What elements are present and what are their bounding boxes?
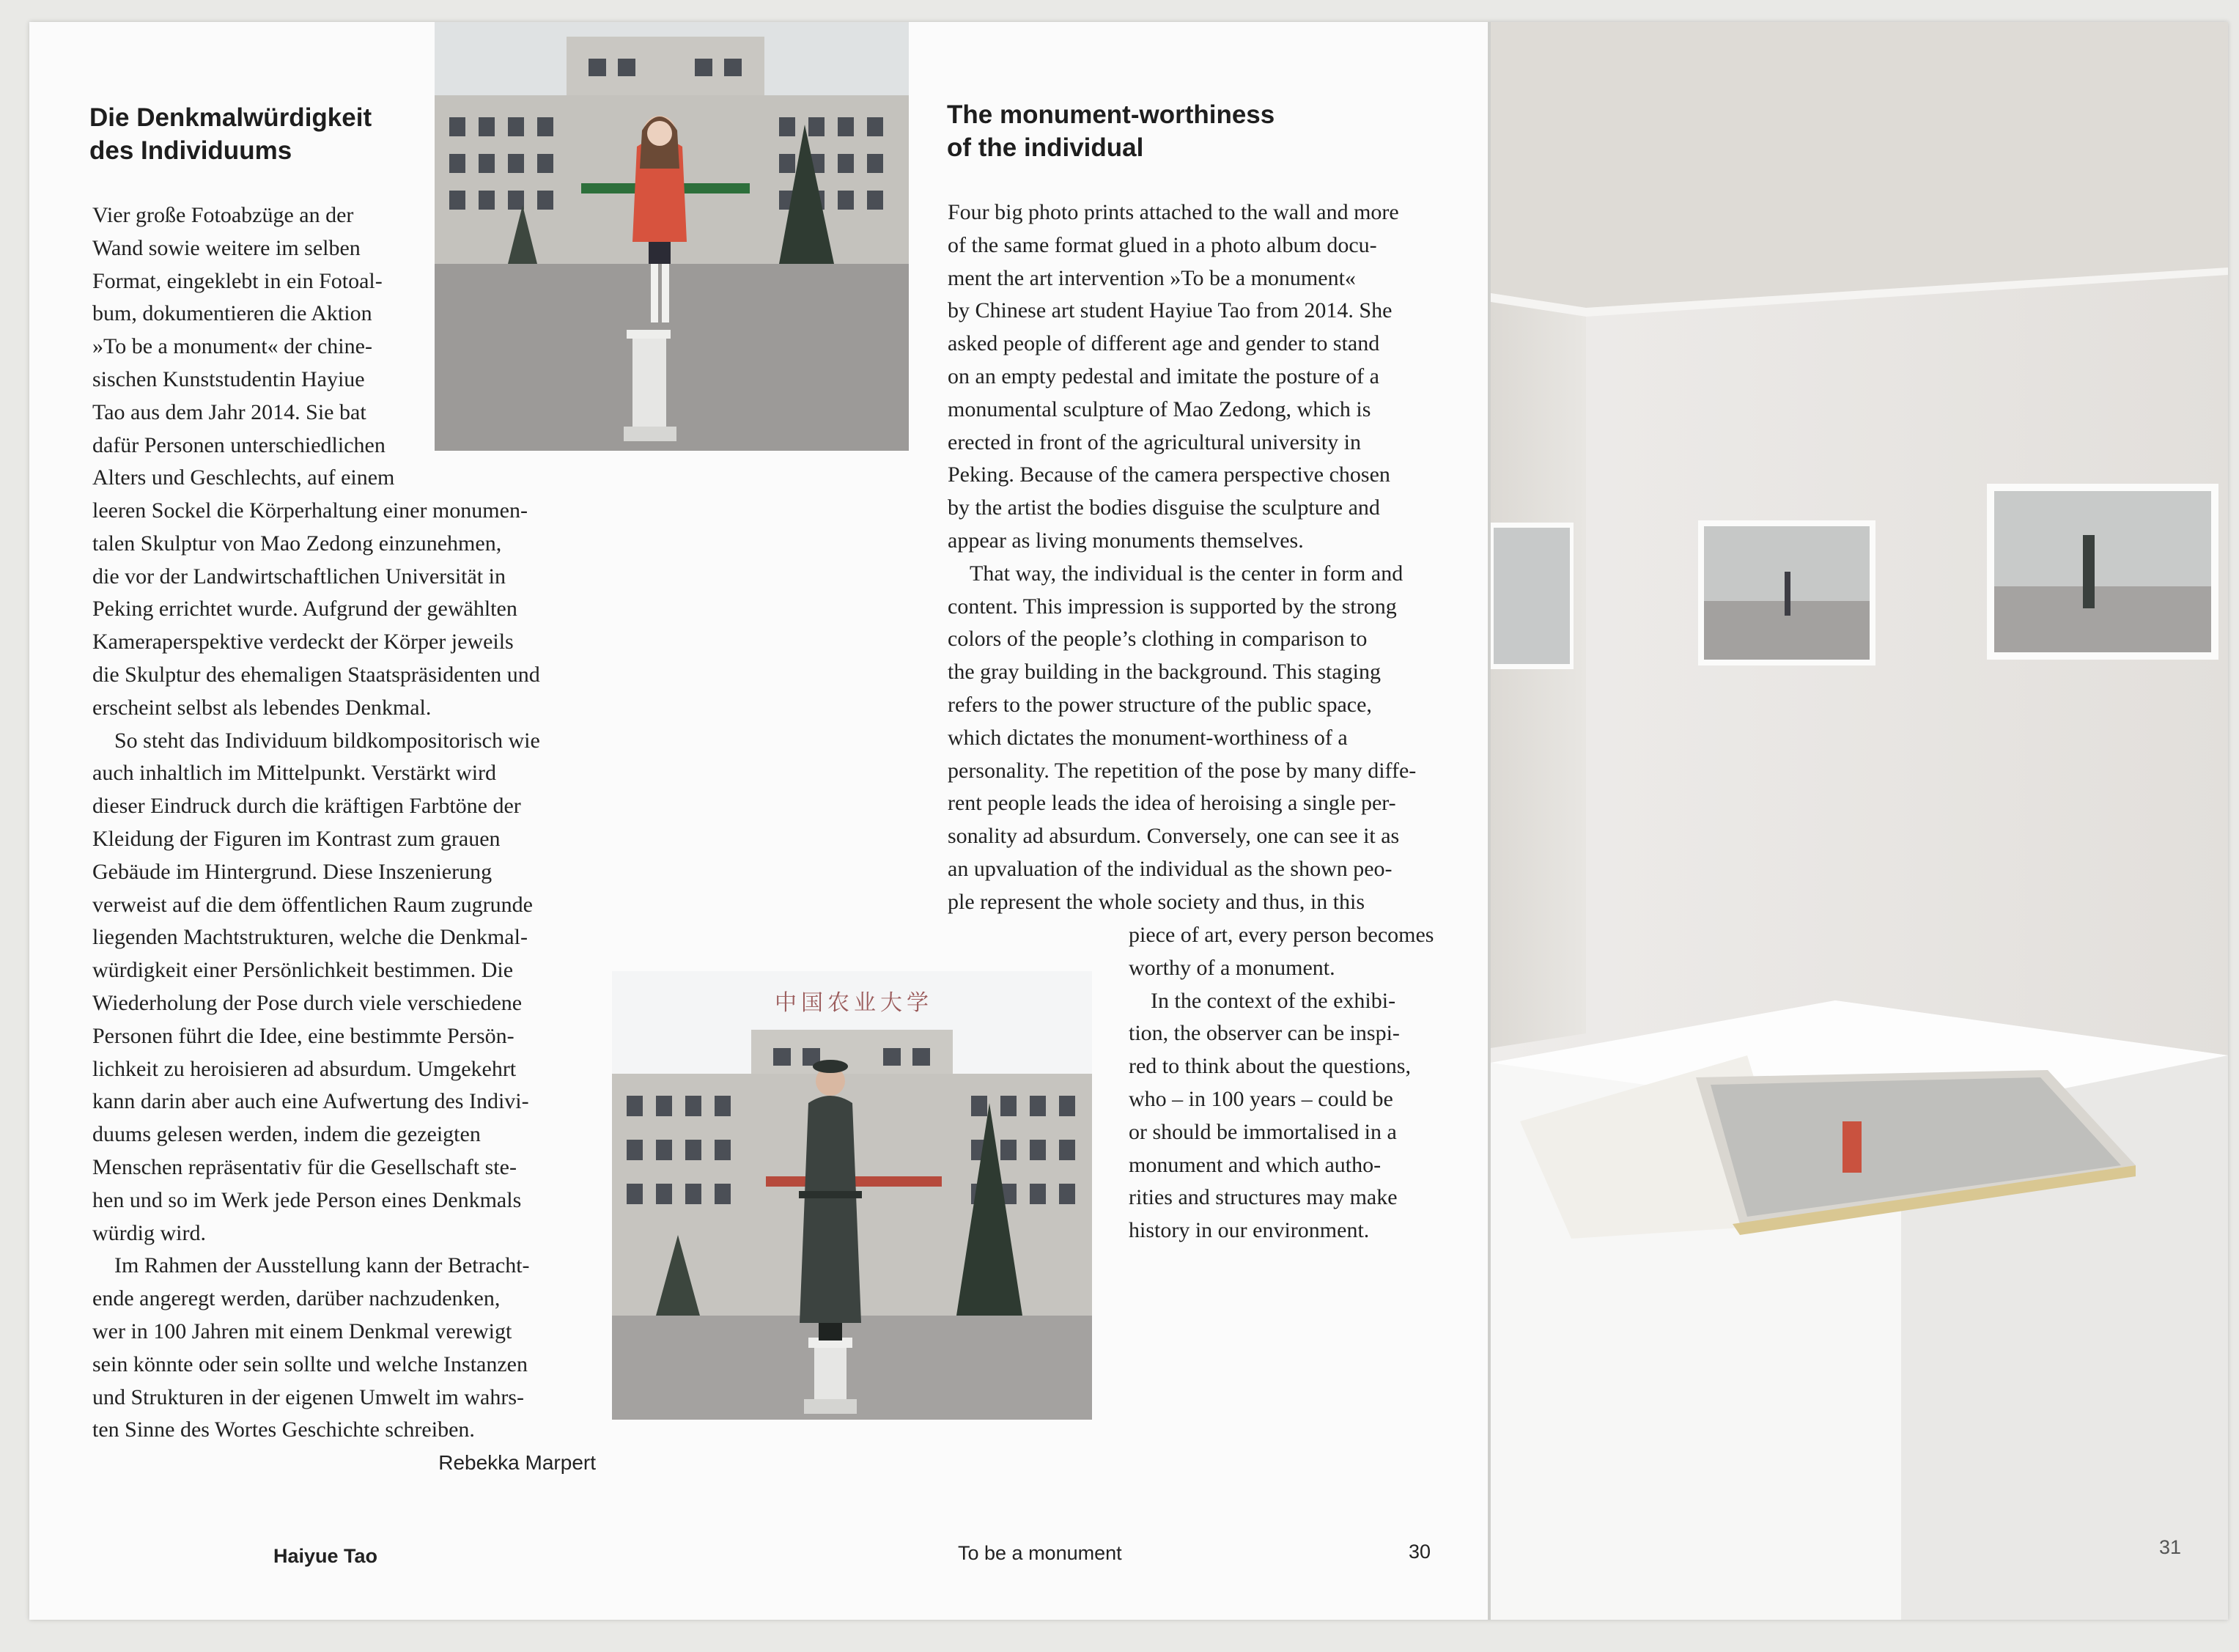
photo-soldier-svg: [612, 971, 1092, 1420]
footer-work-title: To be a monument: [958, 1542, 1122, 1564]
installation-photo-svg: [1491, 22, 2228, 1620]
english-text-narrow: piece of art, every person becomes worthy of a monument. In the context of the exhibi- tion, the observer can be inspi- red to think about the questions, who – in 100 years – could be or should be immortalised in a monument and which autho- rities and structures may make history in our environment.: [1129, 923, 1434, 1243]
german-text-wide: leeren Sockel die Körperhaltung einer monumen- talen Skulptur von Mao Zedong einzunehmen, die vor der Landwirtschaftlichen Universität in Peking errichtet wurde. Aufgrund der gewählten Kameraperspektive verdeckt der Körper jeweils die Skulptur des ehemaligen Staatspräsidenten und erscheint selbst als lebendes Denkmal. So steht das Individuum bildkompositorisch wie auch inhaltlich im Mittelpunkt. Verstärkt wird dieser Eindruck durch die kräftigen Farbtöne der Kleidung der Figuren im Kontrast zum grauen Gebäude im Hintergrund. Diese Inszenierung verweist auf die dem öffentlichen Raum zugrunde liegenden Machtstrukturen, welche die Denkmal- würdigkeit einer Persönlichkeit bestimmen. Die Wiederholung der Pose durch viele verschiedene Personen führt die Idee, eine bestimmte Persön- lichkeit zu heroisieren ad absurdum. Umgekehrt kann darin aber auch eine Aufwertung des Indivi- duums gelesen werden, indem die gezeigten Menschen repräsentativ für die Gesellschaft ste- hen und so im Werk jede Person eines Denkmals würdig wird. Im Rahmen der Ausstellung kann der Betracht- ende angeregt werden, darüber nachzudenken, wer in 100 Jahren mit einem Denkmal verewigt sein könnte oder sein sollte und welche Instanzen und Strukturen in der eigenen Umwelt im wahrs- ten Sinne des Wortes Geschichte schreiben.: [92, 498, 540, 1442]
photo-soldier-on-pedestal: [612, 971, 1092, 1420]
german-title: Die Denkmalwürdigkeit des Individuums: [89, 103, 372, 165]
book-spread: [29, 22, 2228, 1620]
right-page-installation-photo: [1491, 22, 2228, 1620]
page-number-right: 31: [2159, 1536, 2182, 1558]
footer-artist: Haiyue Tao: [273, 1545, 378, 1567]
photo-woman-svg: [435, 22, 909, 451]
author-name: Rebekka Marpert: [438, 1451, 596, 1474]
page-number-left: 30: [1409, 1541, 1431, 1563]
english-title: The monument-worthiness of the individual: [947, 100, 1275, 162]
german-text-narrow: Vier große Fotoabzüge an der Wand sowie weitere im selben Format, eingeklebt in ein Fotoal- bum, dokumentieren die Aktion »To be a monument« der chine- sischen Kunststudentin Hayiue Tao aus dem Jahr 2014. Sie bat dafür Personen unterschiedlichen Alters und Geschlechts, auf einem: [92, 203, 395, 490]
photo-building-sign: 中国农业大学: [775, 990, 933, 1016]
english-text-wide: Four big photo prints attached to the wall and more of the same format glued in a photo album docu- ment the art intervention »To be a monument« by Chinese art student Hayiue Tao from 2014. She asked people of different age and gender to stand on an empty pedestal and imitate the posture of a monumental sculpture of Mao Zedong, which is erected in front of the agricultural university in Peking. Because of the camera perspective chosen by the artist the bodies disguise the sculpture and appear as living monuments themselves. That way, the individual is the center in form and content. This impression is supported by the strong colors of the people’s clothing in comparison to the gray building in the background. This staging refers to the power structure of the public space, which dictates the monument-worthiness of a personality. The repetition of the pose by many diffe- rent people leads the idea of heroising a single per- sonality ad absurdum. Conversely, one can see it as an upvaluation of the individual as the shown peo- ple represent the whole society and thus, in this: [948, 200, 1417, 914]
left-page: [29, 22, 1488, 1620]
photo-woman-on-pedestal: [435, 22, 909, 451]
